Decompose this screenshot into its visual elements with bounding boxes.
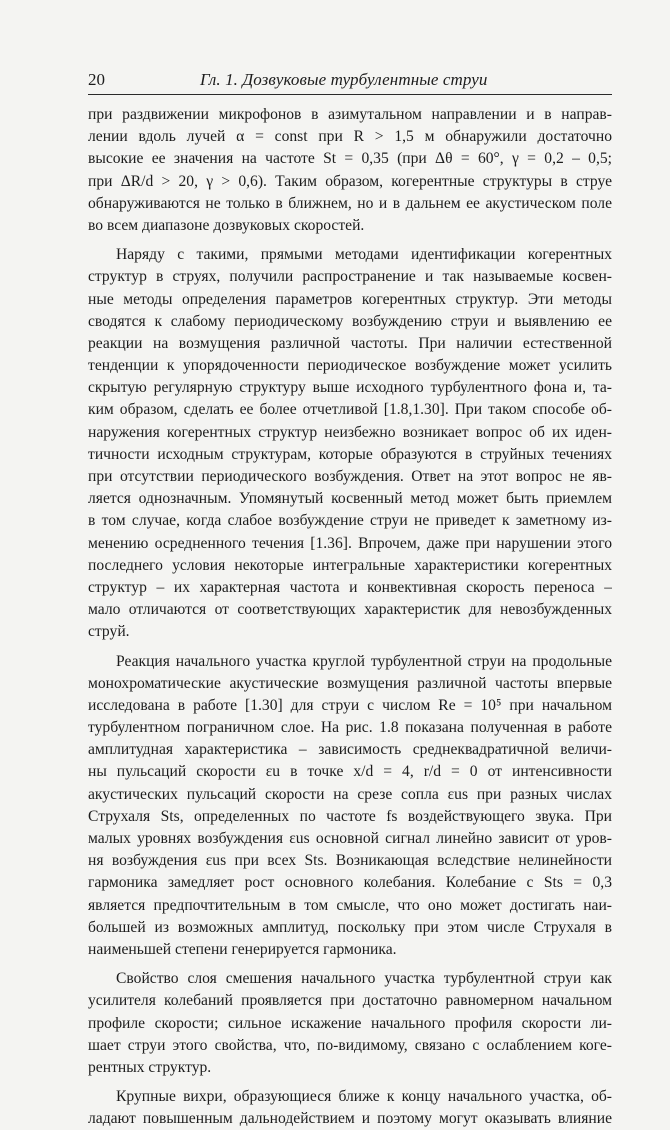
text-line: тичности исходным структурам, которые образуются в струйных течениях [88,445,612,463]
text-line: Крупные вихри, образующиеся ближе к концу начального участка, об- [116,1088,612,1106]
text-line: наружения когерентных структур неизбежно возникает вопрос об их иден- [88,423,612,441]
paragraph [88,968,612,1079]
text-line: в том случае, когда слабое возбуждение струи не приведет к заметному из- [88,512,612,530]
text-line: ные методы определения параметров когерентных структур. Эти методы [88,290,612,308]
paragraph-gap [88,961,612,968]
text-line: исследована в работе [1.30] для струи с числом Re = 10⁵ при начальном [88,696,612,714]
text-line: акустических пульсаций скорости на срезе сопла εus при разных числах [88,785,612,803]
text-line: Струхаля Sts, определенных по частоте fs воздействующего звука. При [88,807,612,825]
paragraph [88,1086,612,1130]
text-line: ня возбуждения εus при всех Sts. Возникающая вследствие нелинейности [88,852,612,870]
text-line: профиле скорости; сильное искажение начального профиля скорости ли- [88,1014,612,1032]
paragraph [88,651,612,962]
text-line: ляется однозначным. Упомянутый косвенный метод может быть приемлем [88,490,612,508]
paragraph [88,244,612,643]
text-line: Свойство слоя смешения начального участка турбулентной струи как [116,970,612,988]
text-line: ким образом, сделать ее более отчетливой [1.8,1.30]. При таком способе об- [88,401,612,419]
header-rule [88,94,612,95]
text-line: при ΔR/d > 20, γ > 0,6). Таким образом, когерентные структуры в струе [88,172,612,190]
text-line: менению осредненного течения [1.36]. Впрочем, даже при нарушении этого [88,534,612,552]
text-line: тенденции к упорядоченности периодическое возбуждение может усилить [88,357,612,375]
page-number: 20 [88,70,105,89]
page-header [88,70,612,92]
text-line: шает струи этого свойства, что, по-видимому, связано с ослаблением коге- [88,1036,612,1054]
text-line: Реакция начального участка круглой турбулентной струи на продольные [116,652,612,670]
body-text [88,104,612,1130]
running-title: Гл. 1. Дозвуковые турбулентные струи [200,70,488,89]
text-line: лении вдоль лучей α = const при R > 1,5 м обнаружили достаточно [88,128,612,146]
text-line: рентных структур. [88,1058,212,1076]
text-line: струй. [88,623,130,641]
text-line: турбулентном пограничном слое. На рис. 1.8 показана полученная в работе [88,719,612,737]
text-line: малых уровнях возбуждения εus основной сигнал линейно зависит от уров- [88,830,612,847]
text-line: реакции на возмущения различной частоты. При наличии естественной [88,334,612,352]
paragraph [88,104,612,237]
text-line: структур – их характерная частота и конвективная скорость переноса – [88,578,612,596]
text-line: высокие ее значения на частоте St = 0,35 (при Δθ = 60°, γ = 0,2 – 0,5; [88,150,612,168]
text-line: мало отличаются от соответствующих характеристик для невозбужденных [88,601,612,619]
text-line: ны пульсаций скорости εu в точке x/d = 4, r/d = 0 от интенсивности [88,763,612,781]
text-line: ладают повышенным дальнодействием и поэтому могут оказывать влияние [88,1110,612,1128]
text-line: большей из возможных амплитуд, поскольку при этом числе Струхаля в [88,918,612,936]
paragraph-gap [88,644,612,651]
paragraph-gap [88,1079,612,1086]
text-line: последнего условия некоторые интегральные характеристики когерентных [88,556,612,574]
text-line: является предпочтительным в том смысле, что оно может достигать наи- [88,896,612,914]
text-line: наименьшей степени генерируется гармоника. [88,940,397,958]
text-line: при отсутствии периодического возбуждения. Ответ на этот вопрос не яв- [88,468,612,485]
paragraph-gap [88,237,612,244]
text-line: скрытую регулярную структуру выше исходного турбулентного фона и, та- [88,379,612,397]
text-line: Наряду с такими, прямыми методами идентификации когерентных [116,246,612,264]
text-line: во всем диапазоне дозвуковых скоростей. [88,216,365,234]
text-line: обнаруживаются не только в ближнем, но и в дальнем ее акустическом поле [88,194,612,212]
text-line: гармоника замедляет рост основного колебания. Колебание с Sts = 0,3 [88,874,612,892]
text-line: амплитудная характеристика – зависимость среднеквадратичной величи- [88,741,612,759]
text-line: структур в струях, получили распространение и так называемые косвен- [88,268,612,286]
text-line: при раздвижении микрофонов в азимутальном направлении и в направ- [88,106,612,123]
text-line: сводятся к слабому периодическому возбуждению струи и выявлению ее [88,312,612,330]
text-line: усилителя колебаний проявляется при достаточно равномерном начальном [88,992,612,1010]
text-line: монохроматические акустические возмущения различной частоты впервые [88,674,612,692]
